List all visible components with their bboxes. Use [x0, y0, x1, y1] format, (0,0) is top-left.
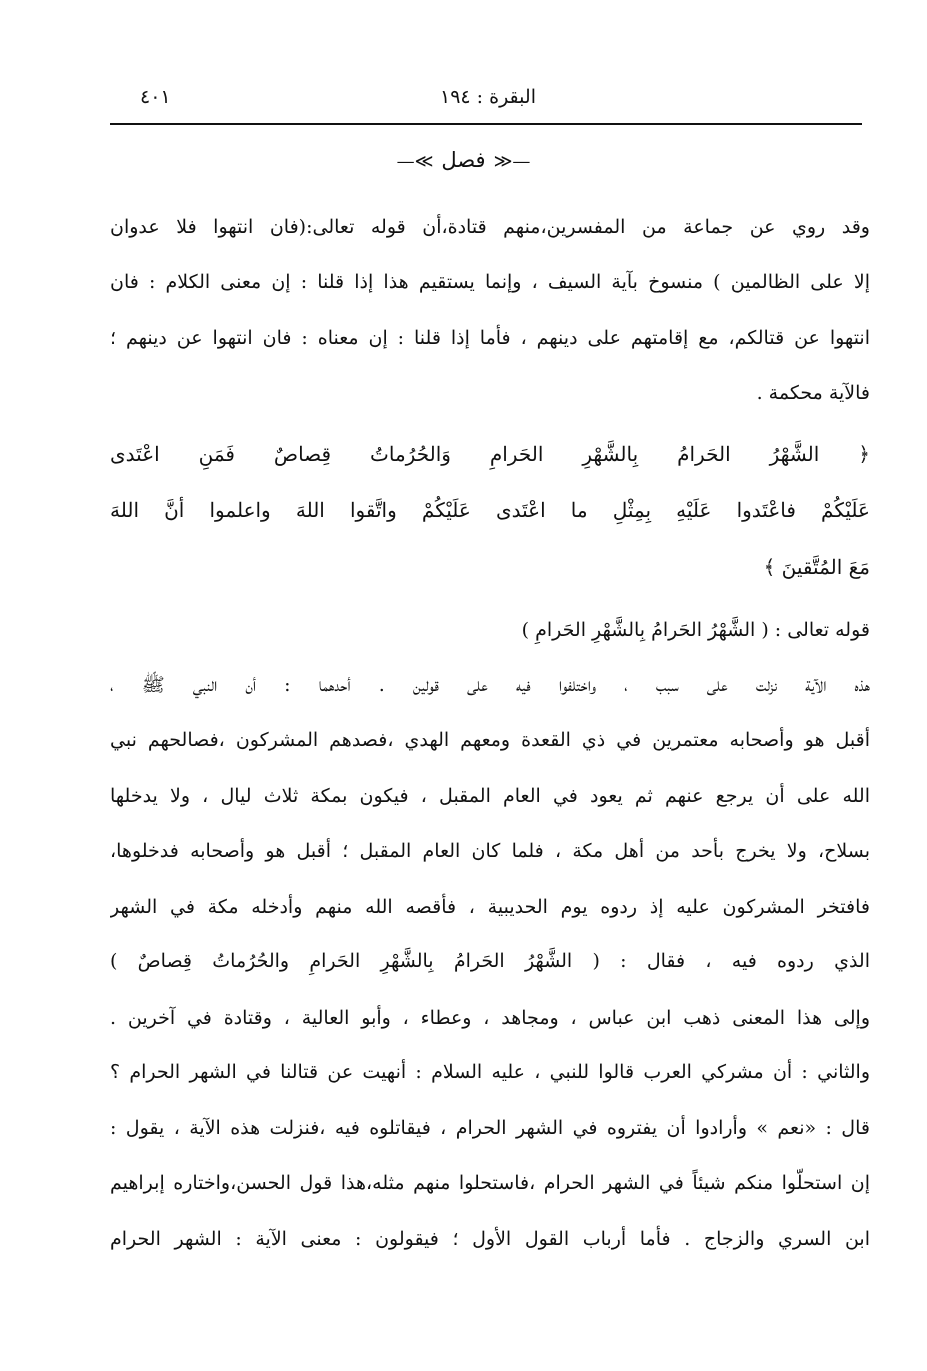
text-line: أقبل هو وأصحابه معتمرين في ذي القعدة ومعهم الهدي ،فصدهم المشركون ،فصالحهم نبي — [110, 729, 870, 751]
quran-verse-line: عَلَيْكُمْ فاعْتَدوا عَلَيْهِ بِمِثْلِ ما اعْتَدى عَلَيْكُمْ واتَّقوا اللهَ واعلموا أنَّ اللهَ — [110, 498, 870, 522]
text-line: الذي ردوه فيه ، فقال : ( الشَّهْرُ الحَرامُ بِالشَّهْرِ الحَرامِ والحُرُماتُ قِصاصٌ ) — [110, 950, 870, 972]
section-heading — [0, 148, 927, 172]
running-head: البقرة : ١٩٤ — [440, 86, 536, 108]
page-header — [112, 80, 864, 116]
text-line: ابن السري والزجاج . فأما أرباب القول الأول ؛ فيقولون : معنى الآية : الشهر الحرام — [110, 1228, 870, 1250]
text-line: فافتخر المشركون عليه إذ ردوه يوم الحديبية ، فأقصه الله منهم وأدخله مكة في الشهر — [110, 896, 870, 918]
text-line: فالآية محكمة . — [756, 382, 870, 404]
text-line: انتهوا عن قتالكم، مع إقامتهم على دينهم ، فأما إذا قلنا : إن معناه : فان انتهوا عن دينهم ؛ — [110, 327, 870, 349]
text-line: إلا على الظالمين ) منسوخ بآية السيف ، وإنما يستقيم هذا إذا قلنا : إن معنى الكلام : فان — [110, 271, 870, 293]
ornament-left-icon: ≫— — [396, 151, 434, 172]
ornament-right-icon: —≪ — [493, 151, 531, 172]
text-line: والثاني : أن مشركي العرب قالوا للنبي ، عليه السلام : أنهيت عن قتالنا في الشهر الحرام ؟ — [110, 1061, 870, 1083]
text-line: وقد روي عن جماعة من المفسرين،منهم قتادة،أن قوله تعالى:(فان انتهوا فلا عدوان — [110, 216, 870, 238]
text-line: إن استحلّوا منكم شيئاً في الشهر الحرام ،فاستحلوا منهم مثله،هذا قول الحسن،واختاره إبراهيم — [110, 1172, 870, 1194]
text-line: بسلاح، ولا يخرج بأحد من أهل مكة ، فلما كان العام المقبل ؛ أقبل هو وأصحابه فدخلوها، — [110, 840, 870, 862]
section-title: فصل — [441, 148, 486, 172]
text-line: قال : «نعم » وأرادوا أن يفتروه في الشهر الحرام ، فيقاتلوه فيه ،فنزلت هذه الآية ، يقول : — [110, 1117, 870, 1139]
text-line: وإلى هذا المعنى ذهب ابن عباس ، ومجاهد ، وعطاء ، وأبو العالية ، وقتادة في آخرين . — [110, 1007, 870, 1029]
quran-verse-line: ﴿ الشَّهْرُ الحَرامُ بِالشَّهْرِ الحَرامِ وَالحُرُماتُ قِصاصٌ فَمَنِ اعْتَدى — [110, 442, 870, 466]
quran-verse-line: مَعَ المُتَّقينَ ﴾ — [763, 555, 870, 579]
text-line: هذه الآية نزلت على سبب ، واختلفوا فيه على قولين . أحدهما : أن النبي ﷺ ، — [110, 674, 870, 696]
page-number: ٤٠١ — [140, 86, 171, 108]
verse-citation: قوله تعالى : ( الشَّهْرُ الحَرامُ بِالشَّهْرِ الحَرامِ ) — [521, 619, 870, 641]
header-rule — [110, 123, 862, 125]
text-line: الله على أن يرجع عنهم ثم يعود في العام المقبل ، فيكون بمكة ثلاث ليال ، ولا يدخلها — [110, 785, 870, 807]
